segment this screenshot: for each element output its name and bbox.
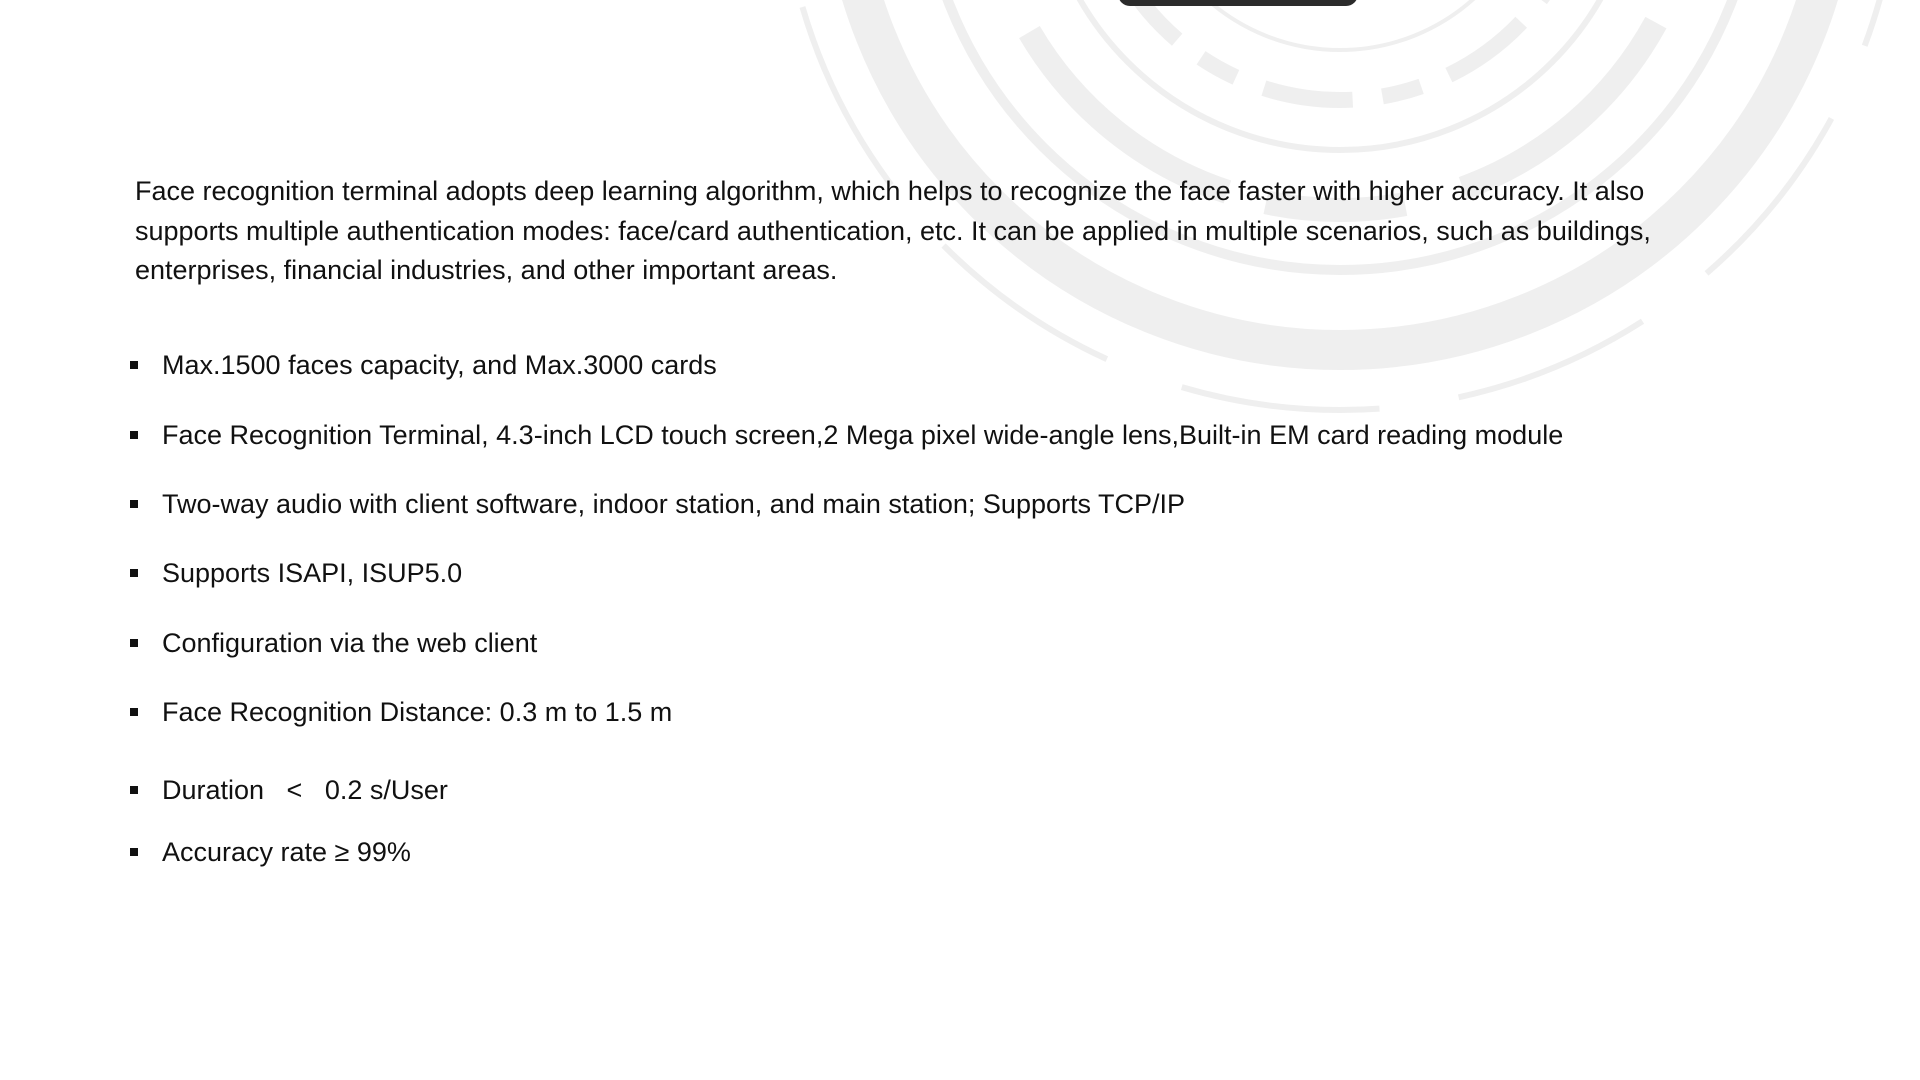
feature-text: Accuracy rate ≥ 99% xyxy=(162,837,411,867)
feature-item xyxy=(128,553,1828,593)
feature-text: Configuration via the web client xyxy=(162,628,538,658)
square-bullet-icon xyxy=(130,569,138,577)
feature-text: Two-way audio with client software, indoor station, and main station; Supports TCP/IP xyxy=(162,489,1186,519)
feature-item xyxy=(128,832,1828,872)
square-bullet-icon xyxy=(130,786,138,794)
feature-item xyxy=(128,415,1828,455)
square-bullet-icon xyxy=(130,431,138,439)
feature-item xyxy=(128,484,1828,524)
header-tab-decoration xyxy=(1118,0,1358,6)
intro-paragraph: Face recognition terminal adopts deep learning algorithm, which helps to recognize the face faster with higher accuracy. It also supports multiple authentication modes: face/card authentication, etc. It can be applied in multiple scenarios, such as buildings, enterprises, financial industries, and other important areas. xyxy=(135,176,1651,285)
feature-text: Face Recognition Terminal, 4.3-inch LCD touch screen,2 Mega pixel wide-angle lens,Built-in EM card reading module xyxy=(162,420,1564,450)
feature-text: Duration < 0.2 s/User xyxy=(162,775,448,805)
feature-item xyxy=(128,770,1828,810)
square-bullet-icon xyxy=(130,639,138,647)
square-bullet-icon xyxy=(130,848,138,856)
feature-text: Supports ISAPI, ISUP5.0 xyxy=(162,558,463,588)
feature-item xyxy=(128,623,1828,663)
feature-text: Face Recognition Distance: 0.3 m to 1.5 m xyxy=(162,697,673,727)
square-bullet-icon xyxy=(130,361,138,369)
feature-text: Max.1500 faces capacity, and Max.3000 cards xyxy=(162,350,717,380)
square-bullet-icon xyxy=(130,708,138,716)
feature-item xyxy=(128,345,1828,385)
square-bullet-icon xyxy=(130,500,138,508)
feature-item xyxy=(128,692,1828,732)
